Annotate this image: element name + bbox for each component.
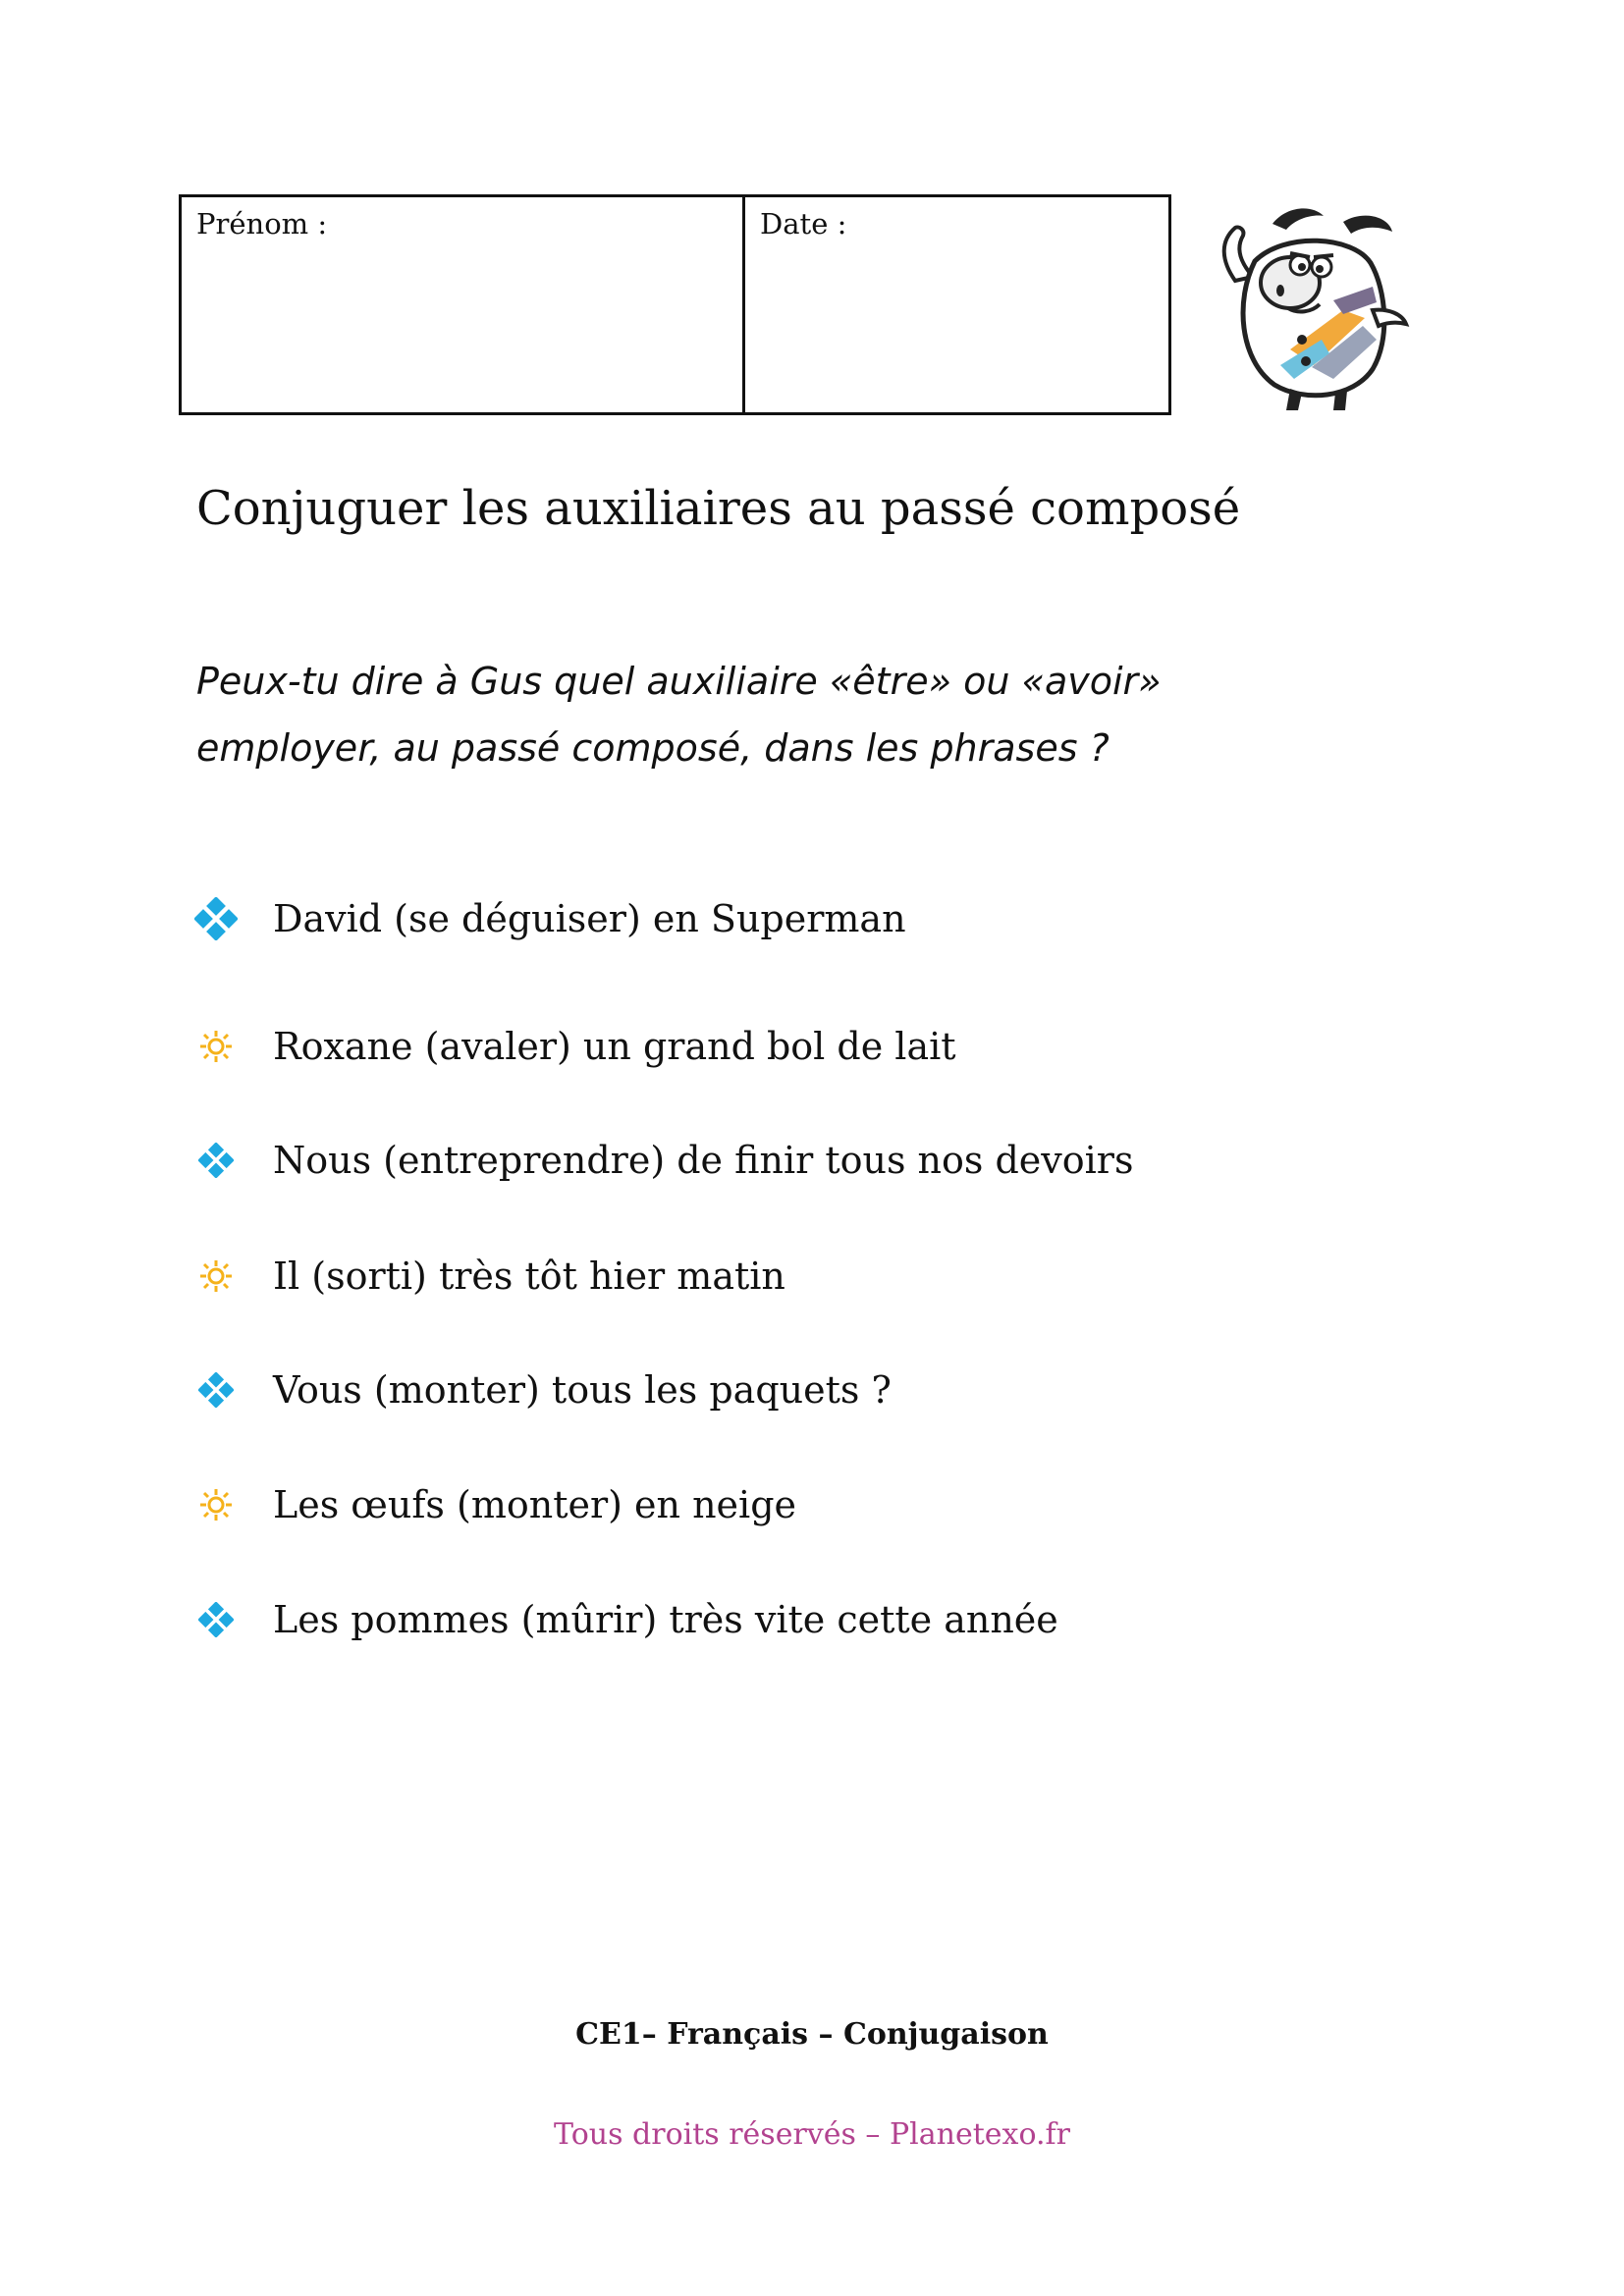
footer-subject: CE1– Français – Conjugaison (575, 2017, 1049, 2052)
instruction-line-2: employer, au passé composé, dans les phrases ? (196, 726, 1110, 770)
exercise-text: Les œufs (monter) en neige (273, 1483, 797, 1526)
date-label: Date : (760, 207, 847, 240)
sun-icon (192, 1481, 240, 1528)
list-item (192, 1023, 956, 1070)
diamond-icon (192, 1366, 240, 1414)
sun-icon (192, 1253, 240, 1300)
list-item (192, 1253, 785, 1300)
exercise-text: David (se déguiser) en Superman (273, 897, 906, 940)
exercise-text: Les pommes (mûrir) très vite cette année (273, 1598, 1058, 1641)
exercise-text: Nous (entreprendre) de finir tous nos devoirs (273, 1139, 1134, 1182)
exercise-text: Il (sorti) très tôt hier matin (273, 1255, 785, 1298)
footer-rights: Tous droits réservés – Planetexo.fr (554, 2117, 1070, 2152)
diamond-icon (192, 1137, 240, 1184)
student-info-box (179, 194, 1171, 415)
date-field[interactable] (745, 197, 1168, 412)
name-field[interactable] (182, 197, 745, 412)
sheep-mascot-icon (1196, 192, 1422, 418)
exercise-text: Vous (monter) tous les paquets ? (273, 1368, 892, 1412)
list-item (192, 895, 906, 942)
exercise-text: Roxane (avaler) un grand bol de lait (273, 1025, 956, 1068)
list-item (192, 1366, 892, 1414)
instruction-text (196, 648, 1473, 781)
instruction-line-1: Peux-tu dire à Gus quel auxiliaire «être» ou «avoir» (196, 660, 1162, 703)
worksheet-title: Conjuguer les auxiliaires au passé composé (196, 481, 1241, 536)
list-item (192, 1137, 1133, 1184)
diamond-icon (192, 1596, 240, 1643)
diamond-icon (192, 895, 240, 942)
name-label: Prénom : (196, 207, 328, 240)
list-item (192, 1481, 796, 1528)
list-item (192, 1596, 1058, 1643)
sun-icon (192, 1023, 240, 1070)
